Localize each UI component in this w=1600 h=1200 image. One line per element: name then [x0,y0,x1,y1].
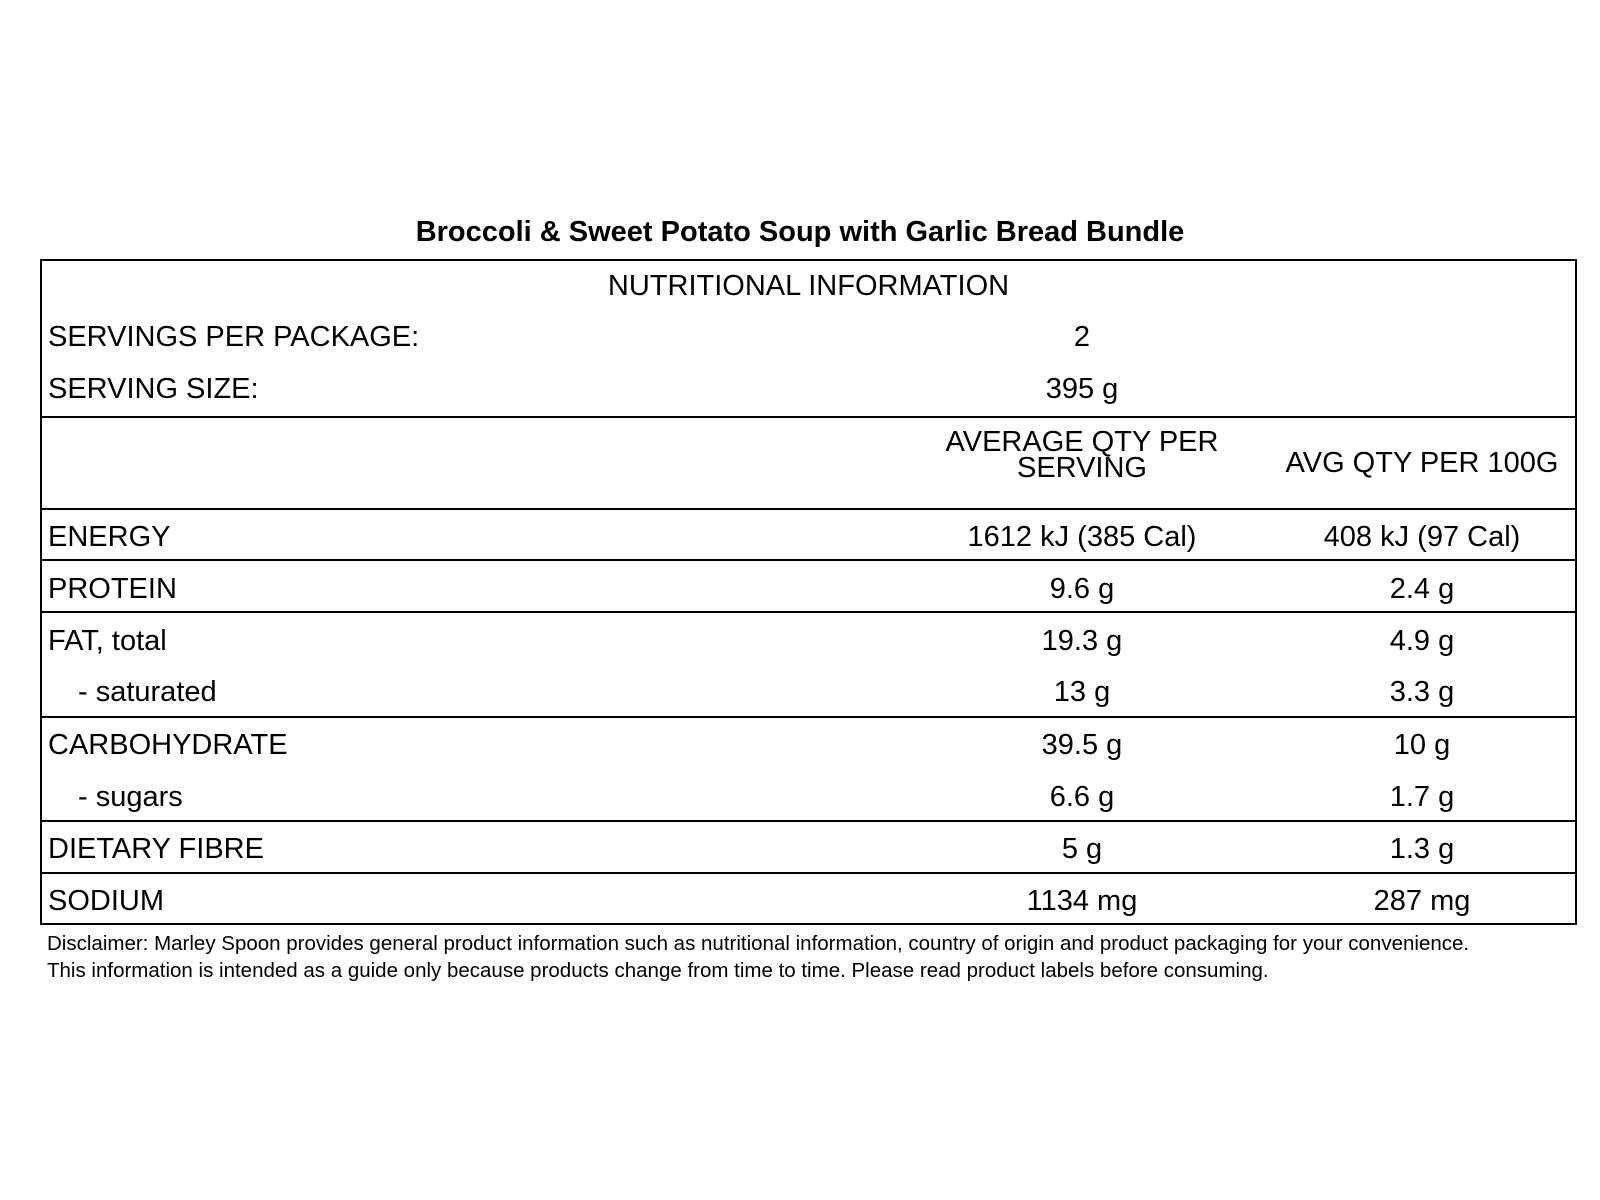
sugars-per-serving: 6.6 g [1049,781,1115,813]
divider [42,716,1575,718]
divider [42,872,1575,874]
row-label-carbohydrate: CARBOHYDRATE [48,729,288,761]
disclaimer [47,930,1587,984]
divider [42,416,1575,418]
row-label-energy: ENERGY [48,521,171,553]
dietary-fibre-per-serving: 5 g [1061,833,1103,865]
disclaimer-line-2: This information is intended as a guide only because products change from time to time. Please read product labels before consuming. [47,959,1269,982]
sodium-per-serving: 1134 mg [1026,885,1138,917]
protein-per-100g: 2.4 g [1389,573,1455,605]
row-label-protein: PROTEIN [48,573,177,605]
dietary-fibre-per-100g: 1.3 g [1389,833,1455,865]
row-label-saturated: - saturated [78,676,217,708]
servings-per-package-label: SERVINGS PER PACKAGE: [48,321,420,353]
row-label-sodium: SODIUM [48,885,164,917]
divider [42,559,1575,561]
serving-size-value: 395 g [1045,373,1119,405]
column-header-per-serving-line2: SERVING [1016,452,1147,484]
row-label-dietary-fibre: DIETARY FIBRE [48,833,264,865]
carbohydrate-per-100g: 10 g [1393,729,1451,761]
servings-per-package-value: 2 [1073,321,1091,353]
divider [42,820,1575,822]
energy-per-100g: 408 kJ (97 Cal) [1323,521,1521,553]
fat-total-per-100g: 4.9 g [1389,625,1455,657]
sugars-per-100g: 1.7 g [1389,781,1455,813]
column-header-per-serving-line1: AVERAGE QTY PER [945,426,1219,458]
serving-size-label: SERVING SIZE: [48,373,259,405]
nutrition-table [40,259,1577,925]
divider [42,508,1575,510]
divider [42,611,1575,613]
saturated-per-serving: 13 g [1053,676,1111,708]
disclaimer-line-1: Disclaimer: Marley Spoon provides general product information such as nutritional information, country of origin and product packaging for your convenience. [47,932,1470,955]
table-heading: NUTRITIONAL INFORMATION [607,270,1010,302]
product-title: Broccoli & Sweet Potato Soup with Garlic Bread Bundle [415,216,1185,248]
carbohydrate-per-serving: 39.5 g [1041,729,1123,761]
fat-total-per-serving: 19.3 g [1041,625,1123,657]
row-label-sugars: - sugars [78,781,183,813]
sodium-per-100g: 287 mg [1373,885,1471,917]
column-header-per-100g: AVG QTY PER 100G [1285,447,1559,479]
row-label-fat-total: FAT, total [48,625,167,657]
protein-per-serving: 9.6 g [1049,573,1115,605]
saturated-per-100g: 3.3 g [1389,676,1455,708]
energy-per-serving: 1612 kJ (385 Cal) [967,521,1197,553]
